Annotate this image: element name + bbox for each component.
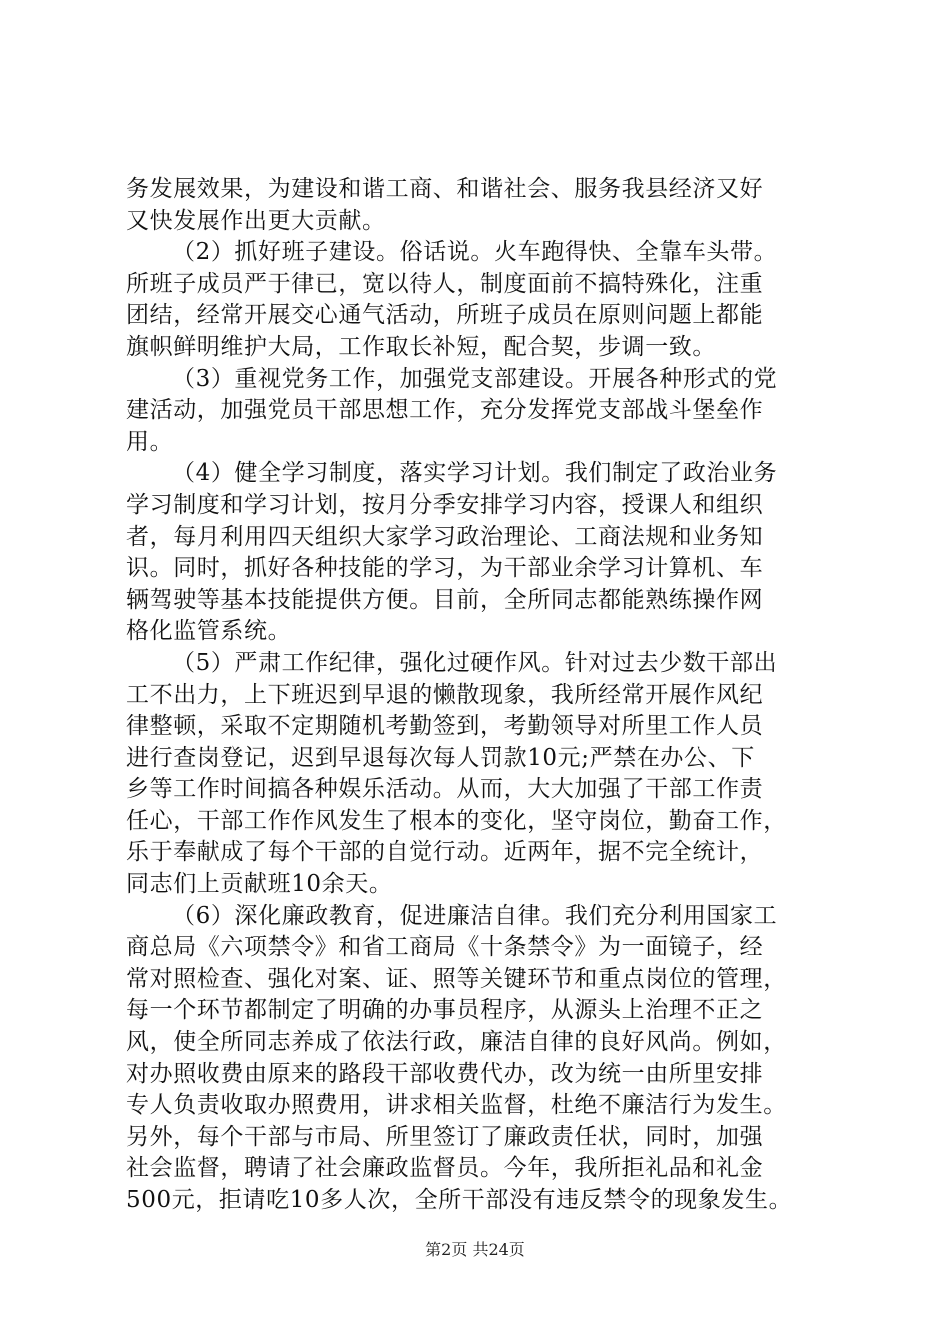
text-line: 商总局《六项禁令》和省工商局《十条禁令》为一面镜子，经 [126,934,764,961]
text-line: 另外，每个干部与市局、所里签订了廉政责任状，同时，加强 [126,1123,764,1150]
text-line: 社会监督，聘请了社会廉政监督员。今年，我所拒礼品和礼金 [126,1155,764,1182]
text-line: （5）严肃工作纪律，强化过硬作风。针对过去少数干部出 [172,649,778,676]
text-line: 对办照收费由原来的路段干部收费代办，改为统一由所里安排 [126,1060,764,1087]
text-line: 旗帜鲜明维护大局，工作取长补短，配合契，步调一致。 [126,333,716,360]
text-line: 进行查岗登记，迟到早退每次每人罚款10元;严禁在办公、下 [126,744,755,771]
text-line: 务发展效果，为建设和谐工商、和谐社会、服务我县经济又好 [126,176,764,202]
text-line: 乐于奉献成了每个干部的自觉行动。近两年，据不完全统计， [126,839,764,866]
text-line: （2）抓好班子建设。俗话说。火车跑得快、全靠车头带。 [172,239,778,266]
body-text [126,174,838,1217]
text-line: 任心，干部工作作风发生了根本的变化，坚守岗位，勤奋工作， [126,807,787,834]
text-line: 辆驾驶等基本技能提供方便。目前，全所同志都能熟练操作网 [126,586,764,613]
text-line: （3）重视党务工作，加强党支部建设。开展各种形式的党 [172,365,778,392]
text-line: 团结，经常开展交心通气活动，所班子成员在原则问题上都能 [126,302,764,329]
text-line: 风，使全所同志养成了依法行政，廉洁自律的良好风尚。例如， [126,1029,787,1056]
text-line: 每一个环节都制定了明确的办事员程序，从源头上治理不正之 [126,997,764,1024]
text-line: 识。同时，抓好各种技能的学习，为干部业余学习计算机、车 [126,555,764,582]
text-line: 常对照检查、强化对案、证、照等关键环节和重点岗位的管理， [126,965,787,992]
text-line: 所班子成员严于律已，宽以待人，制度面前不搞特殊化，注重 [126,270,764,297]
text-line: 学习制度和学习计划，按月分季安排学习内容，授课人和组织 [126,491,764,518]
text-line: 工不出力，上下班迟到早退的懒散现象，我所经常开展作风纪 [126,681,764,708]
page-footer: 第2页 共24页 [425,1240,525,1259]
text-line: （6）深化廉政教育，促进廉洁自律。我们充分利用国家工 [172,902,778,929]
text-line: 同志们上贡献班10余天。 [126,871,393,898]
text-line: 500元，拒请吃10多人次，全所干部没有违反禁令的现象发生。 [126,1187,793,1213]
text-line: （4）健全学习制度，落实学习计划。我们制定了政治业务 [172,460,778,487]
text-line: 建活动，加强党员干部思想工作，充分发挥党支部战斗堡垒作 [126,397,764,424]
text-line: 专人负责收取办照费用，讲求相关监督，杜绝不廉洁行为发生。 [126,1092,787,1119]
text-line: 又快发展作出更大贡献。 [126,207,386,234]
text-line: 律整顿，采取不定期随机考勤签到，考勤领导对所里工作人员 [126,713,764,740]
text-line: 格化监管系统。 [126,618,292,645]
text-line: 用。 [126,428,174,455]
text-line: 者，每月利用四天组织大家学习政治理论、工商法规和业务知 [126,523,764,550]
text-line: 乡等工作时间搞各种娱乐活动。从而，大大加强了干部工作责 [126,776,764,803]
